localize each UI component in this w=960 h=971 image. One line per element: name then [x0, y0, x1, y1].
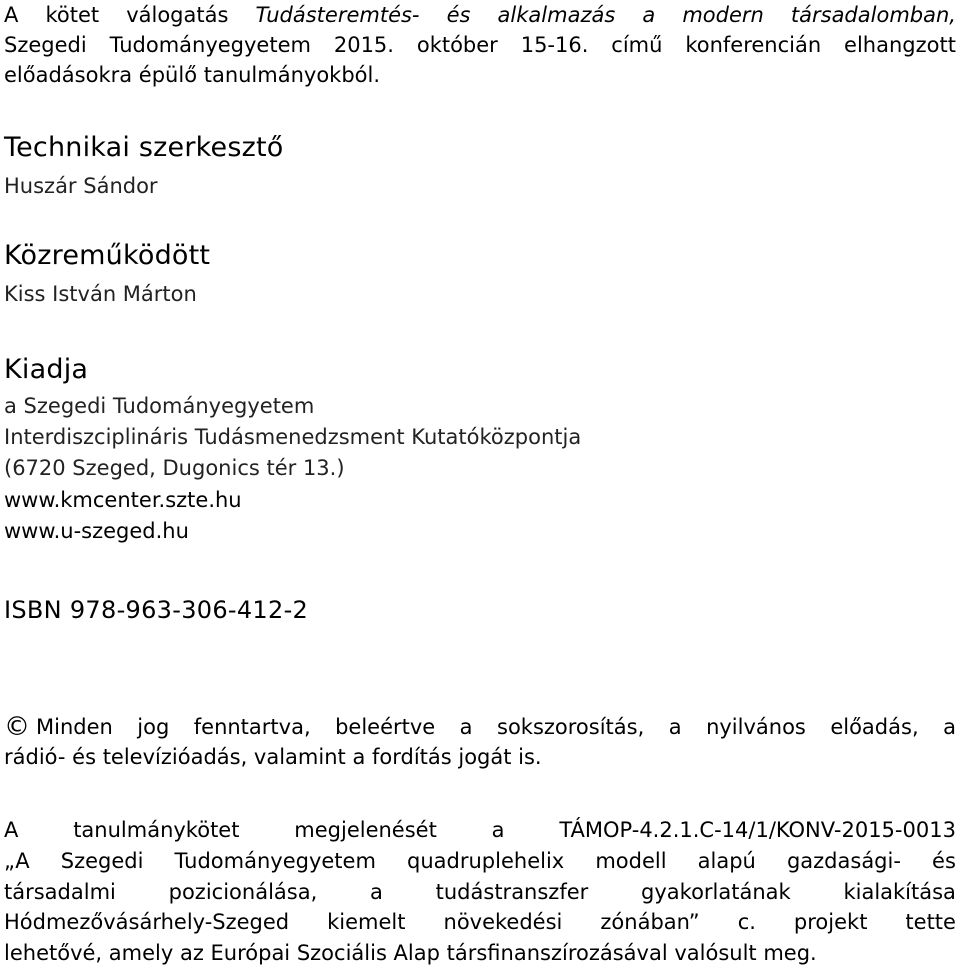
publisher-heading: Kiadja: [4, 354, 89, 385]
word: Tudományegyetem: [109, 33, 311, 57]
funding-line-4: [4, 907, 956, 937]
word: a: [459, 715, 473, 739]
word: A: [4, 3, 19, 27]
funding-line-3: [4, 877, 956, 907]
word: nyilvános: [706, 715, 806, 739]
word: alkalmazás: [497, 3, 616, 27]
word: társadalomban,: [790, 3, 956, 27]
publisher-line-2: Interdiszciplináris Tudásmenedzsment Kutatóközpontja: [4, 425, 582, 449]
publisher-address: (6720 Szeged, Dugonics tér 13.): [4, 456, 345, 480]
publisher-line-1: a Szegedi Tudományegyetem: [4, 394, 315, 418]
word: jog: [137, 715, 170, 739]
kmcenter-link[interactable]: www.kmcenter.szte.hu: [4, 488, 242, 512]
isbn-number: ISBN 978-963-306-412-2: [4, 596, 309, 624]
word: beleértve: [335, 715, 436, 739]
word: kötet: [45, 3, 100, 27]
word: október: [416, 33, 498, 57]
word: zónában”: [600, 910, 700, 934]
word: kiemelt: [327, 910, 406, 934]
word: a: [668, 715, 682, 739]
word: tudástranszfer: [435, 880, 589, 904]
word: Szegedi: [60, 849, 144, 873]
word: quadruplehelix: [407, 849, 565, 873]
word: és: [446, 3, 471, 27]
word: Minden: [36, 715, 113, 739]
word: c.: [737, 910, 756, 934]
copyright-line-1: [4, 712, 956, 742]
contributor-heading: Közreműködött: [4, 240, 211, 271]
word: A: [4, 818, 19, 842]
word: a: [370, 880, 383, 904]
u-szeged-link[interactable]: www.u-szeged.hu: [4, 519, 189, 543]
editor-heading: Technikai szerkesztő: [4, 132, 284, 163]
word: pozicionálása,: [168, 880, 318, 904]
word: TÁMOP-4.2.1.C-14/1/KONV-2015-0013: [559, 818, 956, 842]
word: válogatás: [126, 3, 229, 27]
funding-line-1: [4, 815, 956, 845]
copyright-line-2: rádió- és televízióadás, valamint a fordítás jogát is.: [4, 745, 542, 769]
word: a: [943, 715, 956, 739]
word: a: [642, 3, 656, 27]
word: 15-16.: [520, 33, 589, 57]
funding-line-5: lehetővé, amely az Európai Szociális Alap társfinanszírozásával valósult meg.: [4, 941, 817, 965]
word: előadás,: [830, 715, 919, 739]
intro-line-2: [4, 30, 956, 60]
word: növekedési: [443, 910, 563, 934]
word: a: [491, 818, 505, 842]
publisher-url-2[interactable]: [4, 519, 189, 543]
word: gyakorlatának: [641, 880, 791, 904]
word: sokszorosítás,: [497, 715, 645, 739]
word: projekt: [793, 910, 868, 934]
contributor-name: Kiss István Márton: [4, 282, 197, 306]
intro-line-1: [4, 0, 956, 30]
word: konferencián: [685, 33, 822, 57]
word: gazdasági-: [786, 849, 901, 873]
word: tette: [905, 910, 956, 934]
word: 2015.: [333, 33, 394, 57]
word: Szegedi: [4, 33, 87, 57]
word: alapú: [697, 849, 756, 873]
funding-line-2: [4, 846, 956, 876]
intro-line-3: előadásokra épülő tanulmányokból.: [4, 63, 381, 87]
word: modern: [682, 3, 764, 27]
publisher-url-1[interactable]: [4, 488, 242, 512]
word: kialakítása: [843, 880, 956, 904]
word: Tudásteremtés-: [255, 3, 420, 27]
word: fenntartva,: [193, 715, 311, 739]
word: és: [932, 849, 956, 873]
word: társadalmi: [4, 880, 116, 904]
copyright-icon: ©: [4, 712, 30, 742]
word: modell: [595, 849, 667, 873]
editor-name: Huszár Sándor: [4, 174, 158, 198]
word: megjelenését: [294, 818, 437, 842]
word: tanulmánykötet: [73, 818, 240, 842]
word: című: [611, 33, 663, 57]
word: elhangzott: [844, 33, 956, 57]
word: „A: [4, 849, 30, 873]
word: Hódmezővásárhely-Szeged: [4, 910, 290, 934]
word: Tudományegyetem: [174, 849, 376, 873]
copyright-words: [36, 712, 956, 742]
